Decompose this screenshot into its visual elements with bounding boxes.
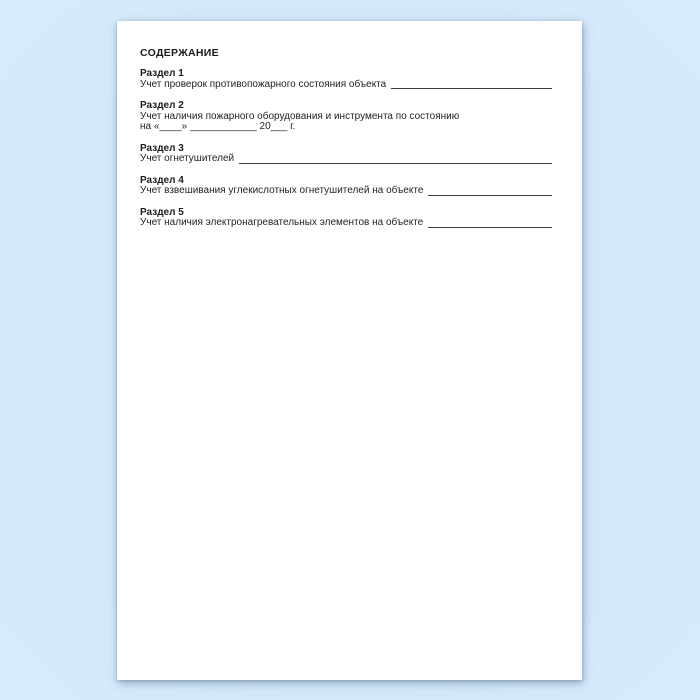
- section-text: Учет наличия пожарного оборудования и инструмента по состоянию: [140, 110, 460, 122]
- blank-fill-line: [239, 154, 552, 164]
- section-line: [140, 80, 552, 91]
- section-heading: Раздел 4: [140, 174, 184, 186]
- section-line: [140, 186, 552, 197]
- section-text: Учет проверок противопожарного состояния объекта: [140, 78, 387, 90]
- section-line: [140, 122, 552, 133]
- toc-section-4: [140, 176, 552, 197]
- document-page: [117, 21, 582, 680]
- section-text: Учет взвешивания углекислотных огнетушителей на объекте: [140, 185, 424, 196]
- section-heading: Раздел 3: [140, 142, 184, 154]
- section-text: Учет огнетушителей: [140, 153, 235, 164]
- toc-section-5: [140, 208, 552, 229]
- blank-fill-line: [391, 80, 552, 90]
- toc-section-3: [140, 144, 552, 165]
- section-heading: Раздел 2: [140, 100, 184, 111]
- section-heading: Раздел 5: [140, 206, 184, 218]
- section-text: Учет наличия электронагревательных элементов на объекте: [140, 217, 424, 228]
- section-line: [140, 154, 552, 165]
- section-text: на «____» ____________ 20___ г.: [140, 121, 296, 132]
- blank-fill-line: [428, 186, 552, 196]
- toc-section-2: [140, 101, 552, 133]
- section-heading: Раздел 1: [140, 68, 184, 79]
- toc-section-1: [140, 69, 552, 90]
- section-line: [140, 218, 552, 229]
- document-title: СОДЕРЖАНИЕ: [140, 47, 219, 59]
- blank-fill-line: [428, 218, 552, 228]
